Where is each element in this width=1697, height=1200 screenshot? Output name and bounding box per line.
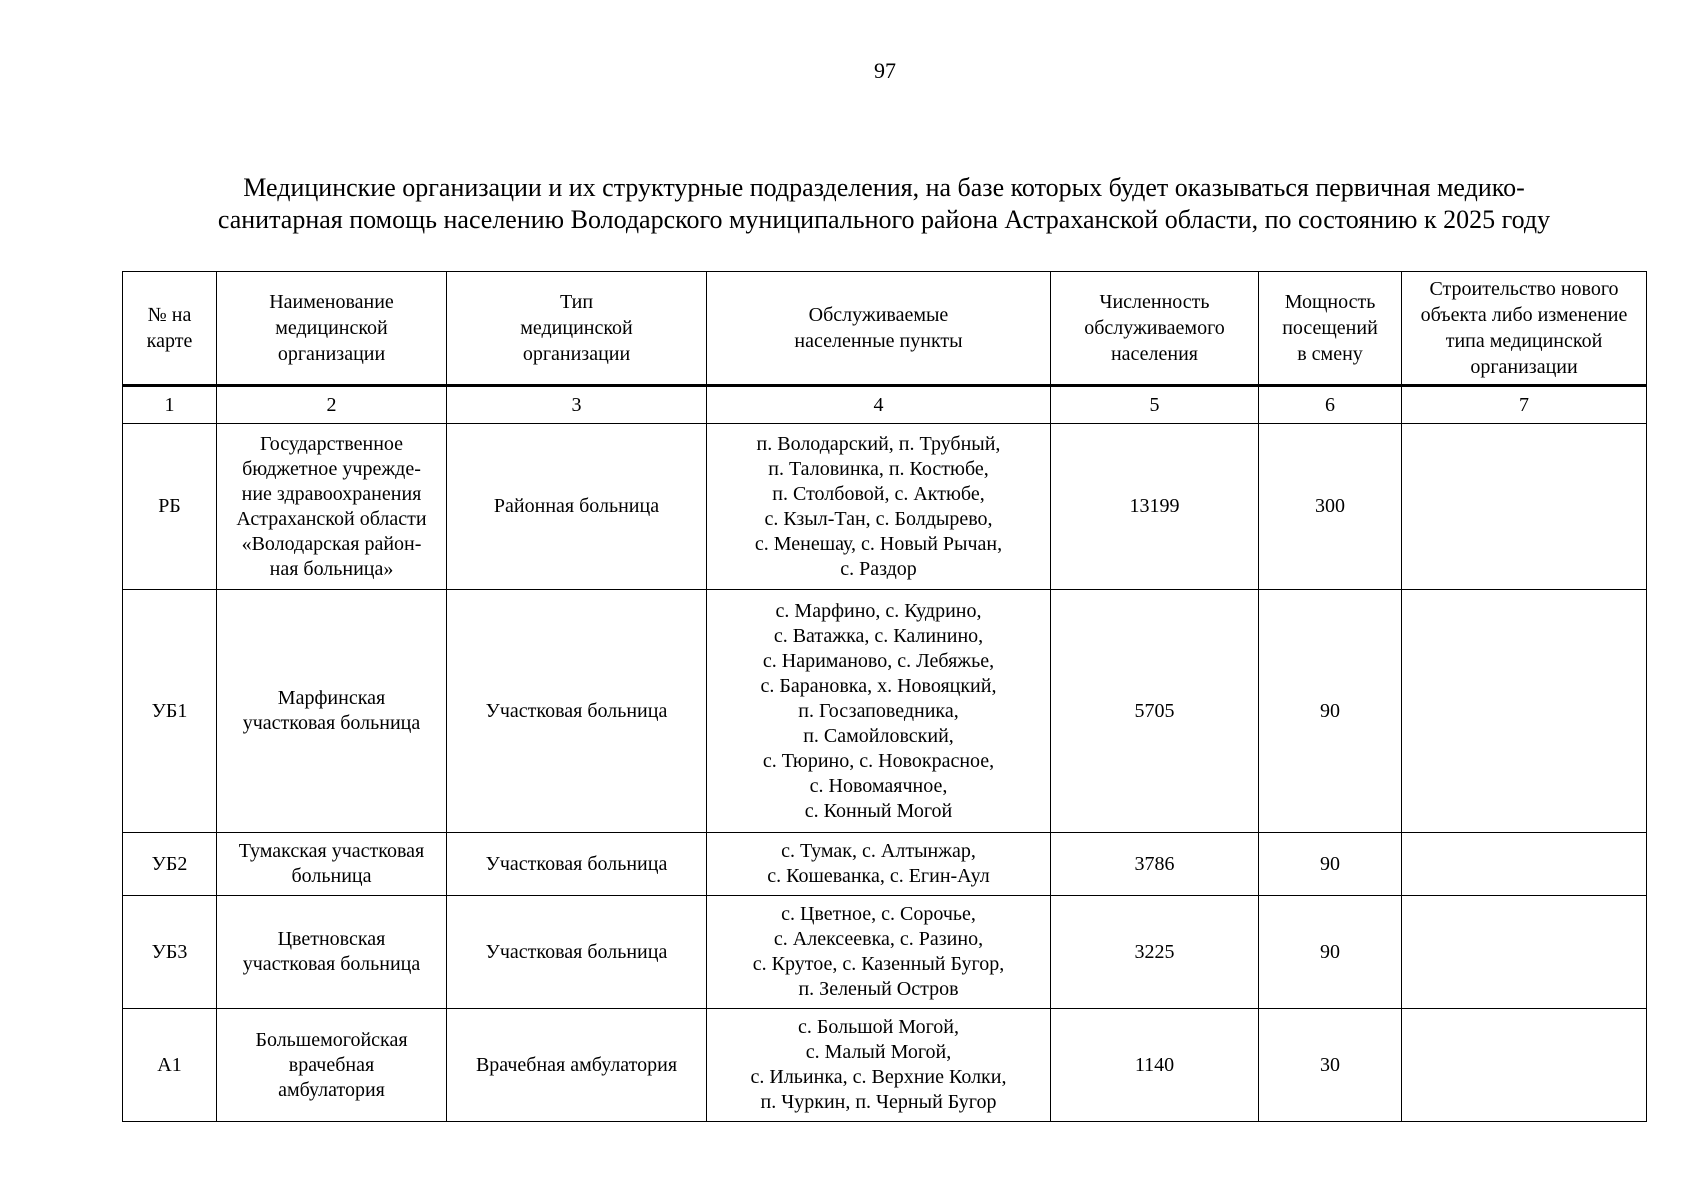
column-number: 6 [1259,386,1402,424]
org-type-cell: Врачебная амбулатория [447,1009,707,1122]
population-cell: 3786 [1051,833,1259,896]
capacity-cell: 300 [1259,424,1402,590]
header-org-type: Тип медицинской организации [447,272,707,386]
org-name-cell: Марфинская участковая больница [217,590,447,833]
map-number-cell: УБ3 [123,896,217,1009]
header-construction: Строительство нового объекта либо изменение типа медицинской организации [1402,272,1647,386]
org-name-cell: Большемогойская врачебная амбулатория [217,1009,447,1122]
served-places-cell: с. Марфино, с. Кудрино, с. Ватажка, с. Калинино, с. Нариманово, с. Лебяжье, с. Барановка, х. Новояцкий, п. Госзаповедника, п. Самойловский, с. Тюрино, с. Новокрасное, с. Новомаячное, с. Конный Могой [707,590,1051,833]
org-type-cell: Районная больница [447,424,707,590]
header-row [123,272,1647,386]
served-places-cell: с. Цветное, с. Сорочье, с. Алексеевка, с. Разино, с. Крутое, с. Казенный Бугор, п. Зеленый Остров [707,896,1051,1009]
column-number-row [123,386,1647,424]
table-row [123,833,1647,896]
construction-cell [1402,590,1647,833]
header-map-number: № на карте [123,272,217,386]
population-cell: 5705 [1051,590,1259,833]
org-name-cell: Цветновская участковая больница [217,896,447,1009]
org-name-cell: Государственное бюджетное учрежде- ние здравоохранения Астраханской области «Володарская район- ная больница» [217,424,447,590]
org-type-cell: Участковая больница [447,896,707,1009]
population-cell: 1140 [1051,1009,1259,1122]
map-number-cell: УБ2 [123,833,217,896]
construction-cell [1402,424,1647,590]
capacity-cell: 90 [1259,896,1402,1009]
page-number: 97 [874,58,896,83]
org-name-cell: Тумакская участковая больница [217,833,447,896]
title-line-2: санитарная помощь населению Володарского муниципального района Астраханской области, по состоянию к 2025 году [217,205,1551,234]
served-places-cell: п. Володарский, п. Трубный, п. Таловинка, п. Костюбе, п. Столбовой, с. Актюбе, с. Кзыл-Тан, с. Болдырево, с. Менешау, с. Новый Рычан, с. Раздор [707,424,1051,590]
map-number-cell: УБ1 [123,590,217,833]
column-number: 2 [217,386,447,424]
column-number: 5 [1051,386,1259,424]
org-type-cell: Участковая больница [447,833,707,896]
served-places-cell: с. Тумак, с. Алтынжар, с. Кошеванка, с. Егин-Аул [707,833,1051,896]
map-number-cell: РБ [123,424,217,590]
construction-cell [1402,1009,1647,1122]
header-population: Численность обслуживаемого населения [1051,272,1259,386]
header-org-name: Наименование медицинской организации [217,272,447,386]
table-row [123,896,1647,1009]
column-number: 7 [1402,386,1647,424]
capacity-cell: 90 [1259,590,1402,833]
capacity-cell: 90 [1259,833,1402,896]
table-row [123,1009,1647,1122]
title-line-1: Медицинские организации и их структурные подразделения, на базе которых будет оказываться первичная медико- [243,173,1525,202]
capacity-cell: 30 [1259,1009,1402,1122]
table-row [123,424,1647,590]
served-places-cell: с. Большой Могой, с. Малый Могой, с. Ильинка, с. Верхние Колки, п. Чуркин, п. Черный Бугор [707,1009,1051,1122]
org-type-cell: Участковая больница [447,590,707,833]
document-title [124,172,1644,236]
header-served-places: Обслуживаемые населенные пункты [707,272,1051,386]
medical-organizations-table [122,271,1647,1122]
construction-cell [1402,833,1647,896]
header-capacity: Мощность посещений в смену [1259,272,1402,386]
construction-cell [1402,896,1647,1009]
column-number: 1 [123,386,217,424]
column-number: 4 [707,386,1051,424]
population-cell: 3225 [1051,896,1259,1009]
table-row [123,590,1647,833]
map-number-cell: А1 [123,1009,217,1122]
population-cell: 13199 [1051,424,1259,590]
column-number: 3 [447,386,707,424]
